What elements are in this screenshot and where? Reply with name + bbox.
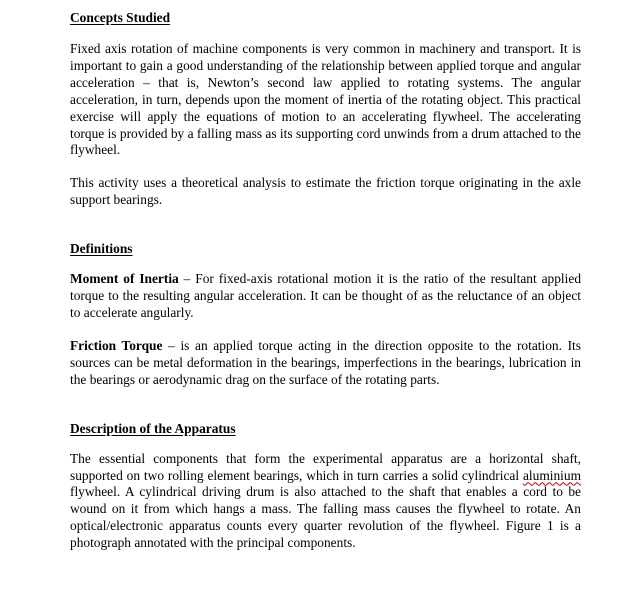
document-page [70, 9, 581, 552]
spellcheck-flagged-word[interactable]: aluminium [522, 467, 581, 483]
heading-description-of-apparatus: Description of the Apparatus [70, 420, 236, 436]
heading-definitions: Definitions [70, 241, 133, 257]
definition-moment-text: – For fixed-axis rotational motion it is the ratio of the resultant applied torque to the resulting angular acceleration. It can be thought of as the reluctance of an object to accelerate angularly. [70, 271, 582, 320]
apparatus-text-after: flywheel. A cylindrical driving drum is also attached to the shaft that enables a cord to be wound on it from which hangs a mass. The falling mass causes the flywheel to rotate. An optical/electronic apparatus counts every quarter revolution of the flywheel. Figure 1 is a photograph annotated with the principal components. [70, 484, 581, 551]
definition-moment-of-inertia [70, 271, 581, 322]
term-moment-of-inertia: Moment of Inertia [70, 271, 179, 287]
apparatus-text-before: The essential components that form the experimental apparatus are a horizontal shaft, supported on two rolling element bearings, which in turn carries a solid cylindrical [70, 450, 581, 483]
term-friction-torque: Friction Torque [70, 337, 163, 353]
paragraph-activity: This activity uses a theoretical analysis to estimate the friction torque originating in the axle support bearings. [70, 175, 581, 208]
definition-friction-text: – is an applied torque acting in the direction opposite to the rotation. Its sources can be metal deformation in the bearings, imperfections in the bearings, lubrication in the bearings or aerodynamic drag on the surface of the rotating parts. [70, 337, 581, 387]
paragraph-apparatus [70, 451, 581, 552]
paragraph-concepts: Fixed axis rotation of machine components is very common in machinery and transport. It is important to gain a good understanding of the relationship between applied torque and angular acceleration – that is, Newton’s second law applied to rotating systems. The angular acceleration, in turn, depends upon the moment of inertia of the rotating object. This practical exercise will apply the equations of motion to an accelerating flywheel. The accelerating torque is provided by a falling mass as its supporting cord unwinds from a drum attached to the flywheel. [70, 41, 581, 158]
heading-concepts-studied: Concepts Studied [70, 10, 171, 25]
definition-friction-torque [70, 338, 581, 389]
